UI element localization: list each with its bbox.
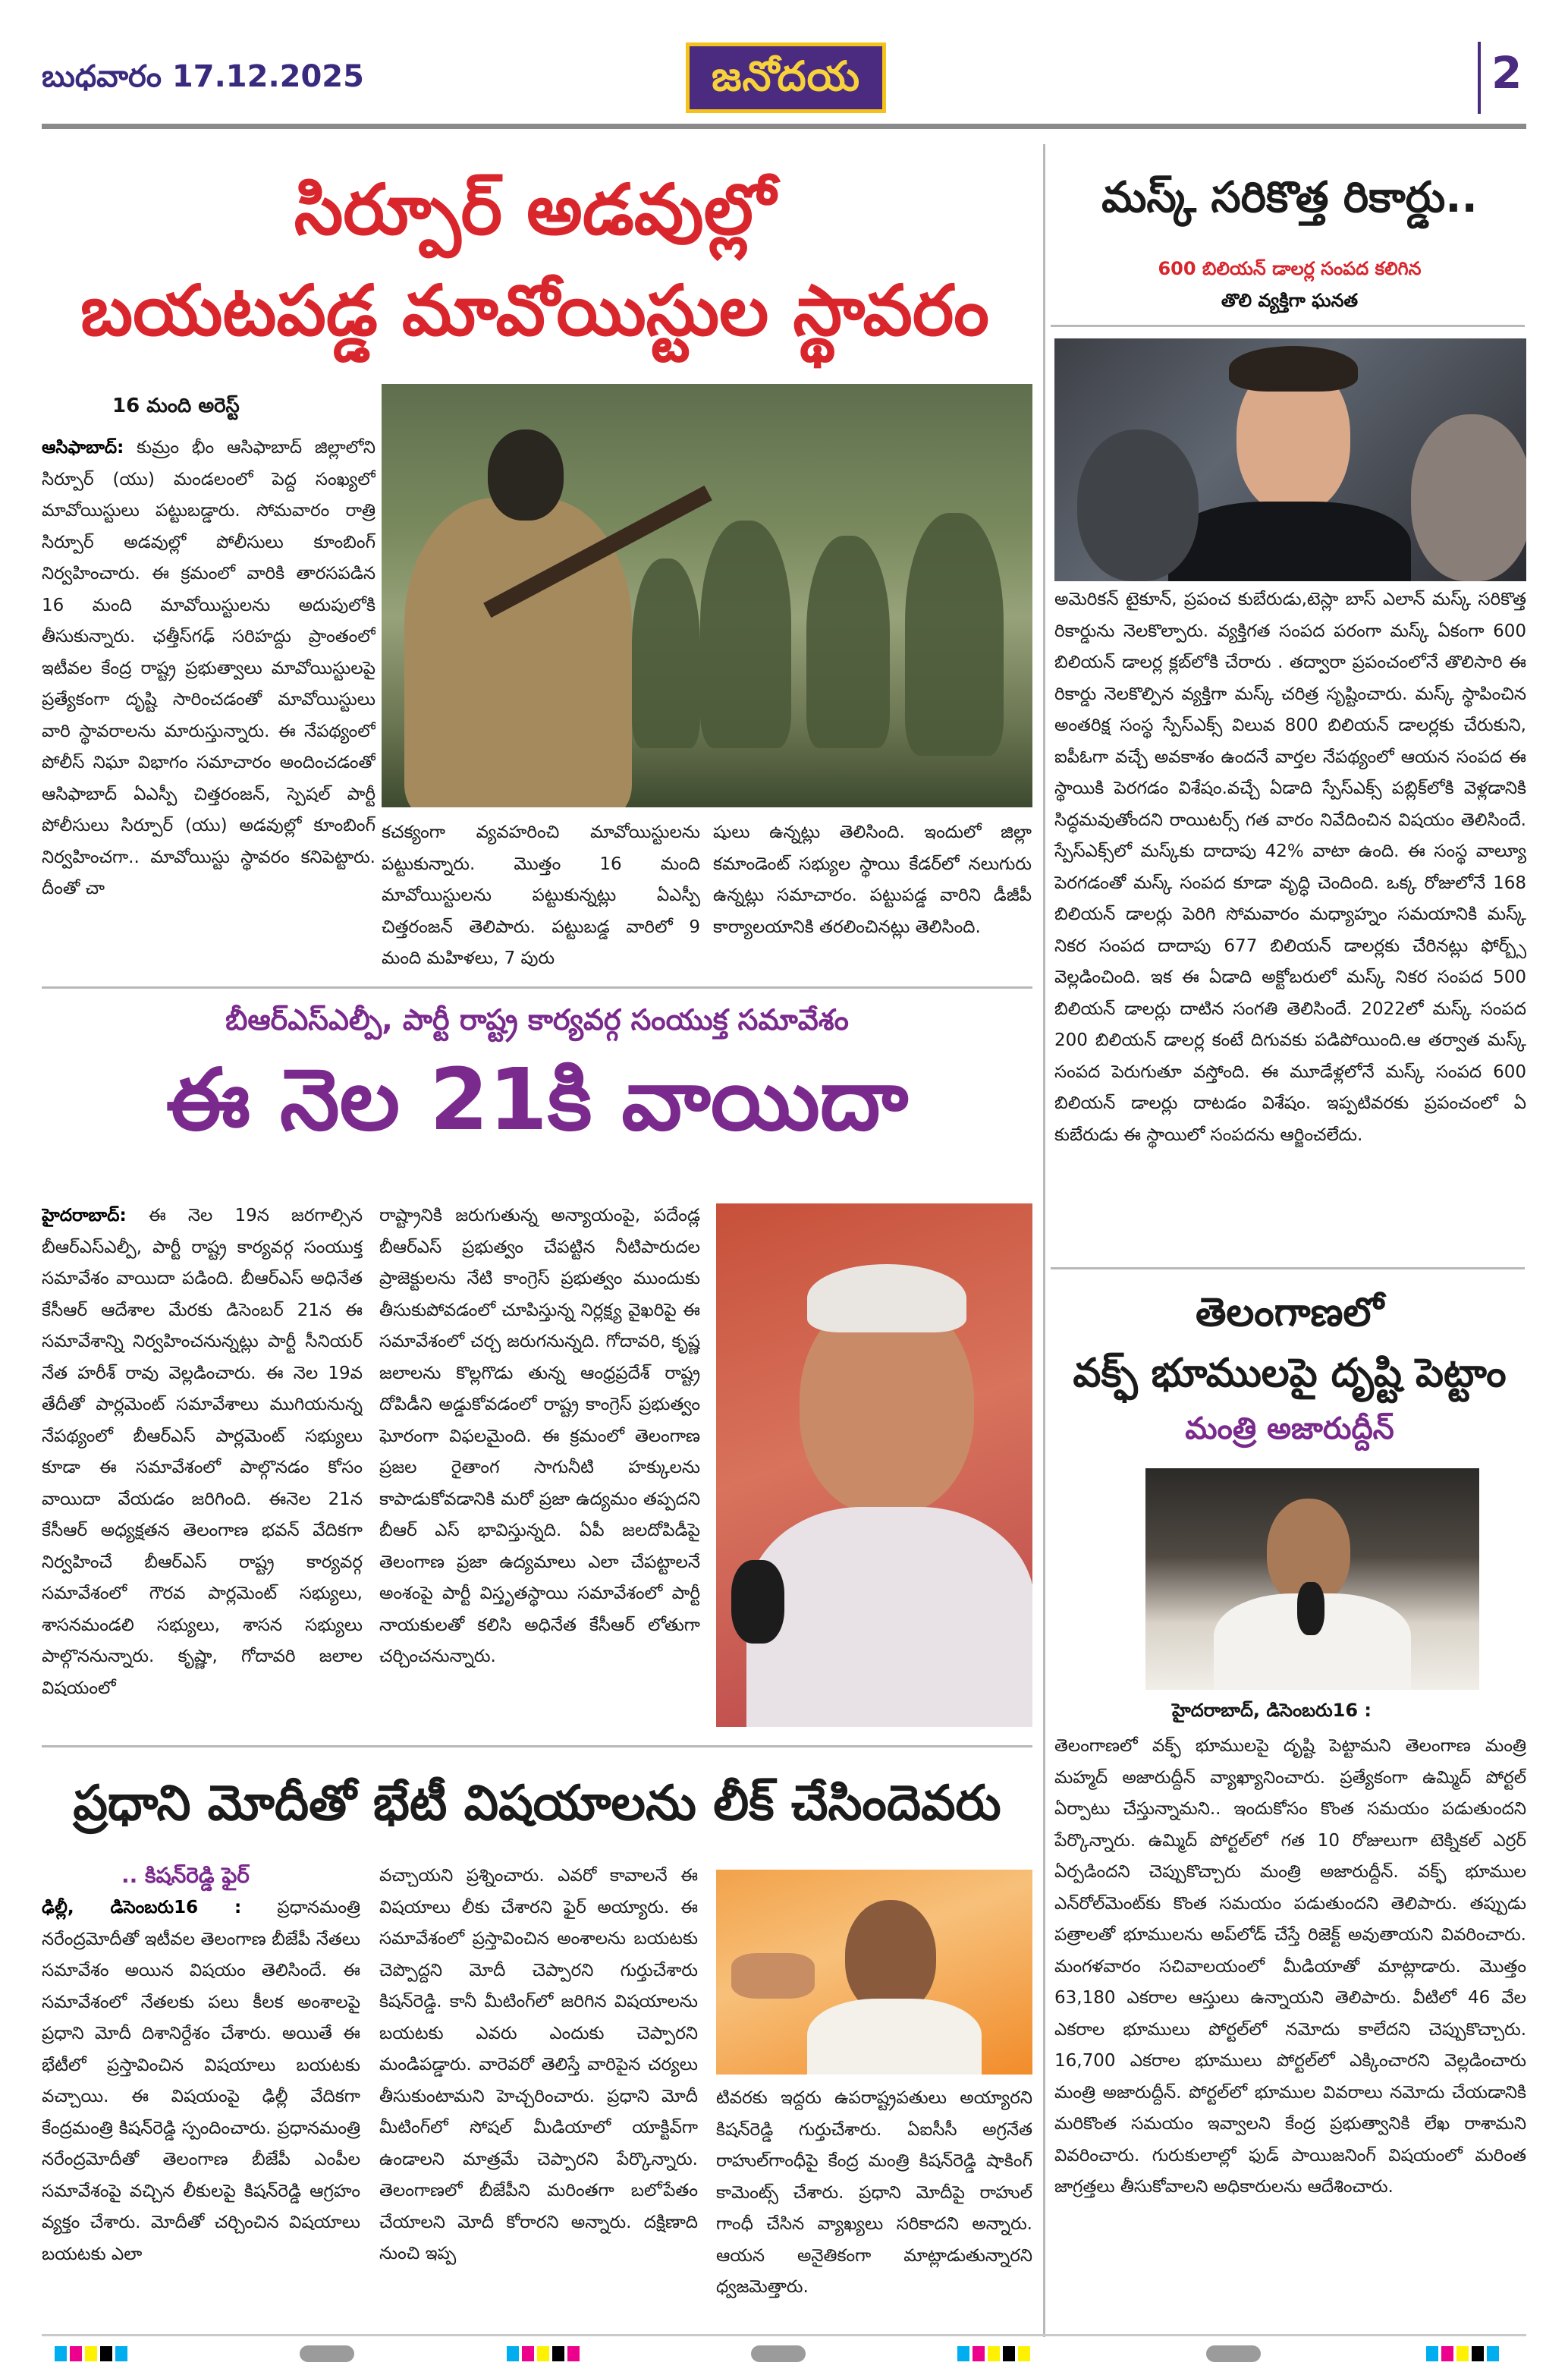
registration-mark	[1441, 2346, 1453, 2361]
sirpur-column-3: షులు ఉన్నట్లు తెలిసింది. ఇందులో జిల్లా కమాండెంట్ సభ్యుల స్థాయి కేడర్‌లో నలుగురు ఉన్నట్లు సమాచారం. పట్టుపడ్డ వారిని డీజీపీ కార్యాలయానికి తరలించినట్లు తెలిసింది.	[713, 823, 1032, 937]
azharuddin-photo	[1145, 1468, 1479, 1690]
sirpur-headline-line1: సిర్పూర్ అడవుల్లో	[294, 169, 776, 250]
musk-subhead-1: 600 బిలియన్ డాలర్ల సంపద కలిగిన	[1158, 258, 1422, 279]
sirpur-col1-text: కుమ్రం భీం ఆసిఫాబాద్ జిల్లాలోని సిర్పూర్ (యు) మండలంలో పెద్ద సంఖ్యలో మావోయిస్టులు పట్టుబడ్డారు. సోమవారం రాత్రి సిర్పూర్ అడవుల్లో పోలీసులు కూంబింగ్ నిర్వహించారు. ఈ క్రమంలో వారికి తారసపడిన 16 మంది మావోయిస్టులను అదుపులోకి తీసుకున్నారు. ఛత్తీస్‌గఢ్ సరిహద్దు ప్రాంతంలో ఇటీవల కేంద్ర రాష్ట్ర ప్రభుత్వాలు మావోయిస్టులపై ప్రత్యేకంగా దృష్టి సారించడంతో మావోయిస్టులు వారి స్థావరాలను మారుస్తున్నారు. ఈ నేపథ్యంలో పోలీస్ నిఘా విభాగం సమాచారం అందించడంతో ఆసిఫాబాద్ ఏఎస్పీ చిత్తరంజన్, స్పెషల్ పార్టీ పోలీసులు సిర్పూర్ (యు) అడవుల్లో కూంబింగ్ నిర్వహించగా.. మావోయిస్టు స్థావరం కనిపెట్టారు. దీంతో చా	[42, 438, 376, 898]
registration-mark	[507, 2346, 519, 2361]
musk-subhead-rule	[1051, 325, 1525, 327]
registration-mark	[1003, 2346, 1015, 2361]
masthead-rule	[42, 124, 1526, 129]
modi-headline: ప్రధాని మోదీతో భేటీ విషయాలను లీక్ చేసిందెవరు	[73, 1776, 1001, 1832]
column-divider	[1043, 144, 1045, 2337]
waqf-dateline: హైదరాబాద్, డిసెంబరు16 :	[1172, 1700, 1372, 1721]
registration-mark	[957, 2346, 969, 2361]
registration-pill	[751, 2345, 806, 2362]
registration-mark	[552, 2346, 564, 2361]
registration-mark	[1426, 2346, 1438, 2361]
registration-mark	[1487, 2346, 1499, 2361]
registration-mark	[1472, 2346, 1484, 2361]
sirpur-subhead: 16 మంది అరెస్ట్	[112, 395, 240, 417]
registration-pill	[300, 2345, 354, 2362]
modi-column-3: టివరకు ఇద్దరు ఉపరాష్ట్రపతులు అయ్యారని కిషన్‌రెడ్డి గుర్తుచేశారు. ఏఐసీసీ అగ్రనేత రాహుల్‌గాంధీపై కేంద్ర మంత్రి కిషన్‌రెడ్డి షాకింగ్ కామెంట్స్ చేశారు. ప్రధాని మోదీపై రాహుల్ గాంధీ చేసిన వ్యాఖ్యలు సరికాదని అన్నారు. ఆయన అనైతికంగా మాట్లాడుతున్నారని ధ్వజమెత్తారు.	[716, 2088, 1032, 2297]
registration-mark	[567, 2346, 580, 2361]
waqf-headline-line2: వక్ఫ్ భూములపై దృష్టి పెట్టాం	[1073, 1351, 1507, 1396]
sirpur-dateline: ఆసిఫాబాద్:	[42, 438, 124, 458]
registration-mark	[988, 2346, 1000, 2361]
modi-column-2: వచ్చాయని ప్రశ్నించారు. ఎవరో కావాలనే ఈ విషయాలు లీకు చేశారని ఫైర్ అయ్యారు. ఈ సమావేశంలో ప్రస్తావించిన అంశాలను బయటకు చెప్పొద్దని మోదీ చెప్పారని గుర్తుచేశారు కిషన్‌రెడ్డి. కానీ మీటింగ్‌లో జరిగిన విషయాలను బయటకు ఎవరు ఎందుకు చెప్పారని మండిపడ్డారు. వారెవరో తెలిస్తే వారిపైన చర్యలు తీసుకుంటామని హెచ్చరించారు. ప్రధాని మోదీ మీటింగ్‌లో సోషల్ మీడియాలో యాక్టివ్‌గా ఉండాలని మాత్రమే చెప్పారని పేర్కొన్నారు. తెలంగాణలో బీజేపీని మరింతగా బలోపేతం చేయాలని మోదీ కోరారని అన్నారు. దక్షిణాది నుంచి ఇప్ప	[379, 1866, 698, 2263]
sirpur-column-2: కచక్యంగా వ్యవహరించి మావోయిస్టులను పట్టుకున్నారు. మొత్తం 16 మంది మావోయిస్టులను పట్టుకున్నట్లు ఏఎస్పీ చిత్తరంజన్ తెలిపారు. పట్టుబడ్డ వారిలో 9 మంది మహిళలు, 7 పురు	[382, 823, 700, 968]
modi-col1-text: ప్రధానమంత్రి నరేంద్రమోదీతో ఇటీవల తెలంగాణ బీజేపీ నేతలు సమావేశం అయిన విషయం తెలిసిందే. ఈ సమావేశంలో నేతలకు పలు కీలక అంశాలపై ప్రధాని మోదీ దిశానిర్దేశం చేశారు. అయితే ఈ భేటీలో ప్రస్తావించిన విషయాలు బయటకు వచ్చాయి. ఈ విషయంపై ఢిల్లీ వేదికగా కేంద్రమంత్రి కిషన్‌రెడ్డి స్పందించారు. ప్రధానమంత్రి నరేంద్రమోదీతో తెలంగాణ బీజేపీ ఎంపీల సమావేశంపై వచ్చిన లీకులపై కిషన్‌రెడ్డి ఆగ్రహం వ్యక్తం చేశారు. మోదీతో చర్చించిన విషయాలు బయటకు ఎలా	[42, 1898, 360, 2264]
waqf-byline: మంత్రి అజారుద్దీన్	[1185, 1411, 1394, 1446]
section-divider	[42, 986, 1032, 989]
waqf-body: తెలంగాణలో వక్ఫ్ భూములపై దృష్టి పెట్టామని తెలంగాణ మంత్రి మహ్మద్ అజారుద్దీన్ వ్యాఖ్యానించారు. ప్రత్యేకంగా ఉమ్మిద్ పోర్టల్ ఏర్పాటు చేస్తున్నామని.. ఇందుకోసం కొంత సమయం పడుతుందని పేర్కొన్నారు. ఉమ్మిద్ పోర్టల్‌లో గత 10 రోజులుగా టెక్నికల్ ఎర్రర్ ఏర్పడిందని చెప్పుకొచ్చారు మంత్రి అజారుద్దీన్. వక్ఫ్ భూముల ఎన్‌రోల్‌మెంట్‌కు కొంత సమయం పడుతుందని తెలిపారు. తప్పుడు పత్రాలతో భూములను అప్‌లోడ్ చేస్తే రిజెక్ట్ అవుతాయని వివరించారు. మంగళవారం సచివాలయంలో మీడియాతో మాట్లాడారు. మొత్తం 63,180 ఎకరాల ఆస్తులు ఉన్నాయని తెలిపారు. వీటిలో 46 వేల ఎకరాల భూములు పోర్టల్‌లో నమోదు కాలేదని చెప్పుకొచ్చారు. 16,700 ఎకరాల భూములు పోర్టల్‌లో ఎక్కించారని వెల్లడించారు మంత్రి అజారుద్దీన్. పోర్టల్‌లో భూముల వివరాలు నమోదు చేయడానికి మరికొంత సమయం ఇవ్వాలని కేంద్ర ప్రభుత్వానికి లేఖ రాశామని వివరించారు. గురుకులాల్లో ఫుడ్ పాయిజనింగ్ విషయంలో మరింత జాగ్రత్తలు తీసుకోవాలని అధికారులను ఆదేశించారు.	[1054, 1736, 1526, 2197]
registration-mark	[115, 2346, 127, 2361]
sirpur-headline-line2: బయటపడ్డ మావోయిస్టుల స్థావరం	[80, 270, 989, 351]
brs-column-2: రాష్ట్రానికి జరుగుతున్న అన్యాయంపై, పదేండ్ల బీఆర్ఎస్ ప్రభుత్వం చేపట్టిన నీటిపారుదల ప్రాజెక్టులను నేటి కాంగ్రెస్ ప్రభుత్వం ముందుకు తీసుకుపోవడంలో చూపిస్తున్న నిర్లక్ష్య వైఖరిపై ఈ సమావేశంలో చర్చ జరుగనున్నది. గోదావరి, కృష్ణ జలాలను కొల్లగొడు తున్న ఆంధ్రప్రదేశ్ రాష్ట్ర దోపిడీని అడ్డుకోవడంలో రాష్ట్ర కాంగ్రెస్ ప్రభుత్వం ఘోరంగా విఫలమైంది. ఈ క్రమంలో తెలంగాణ ప్రజల రైతాంగ సాగునీటి హక్కులను కాపాడుకోవడానికి మరో ప్రజా ఉద్యమం తప్పదని బీఆర్ ఎస్ భావిస్తున్నది. ఏపీ జలదోపిడీపై తెలంగాణ ప్రజా ఉద్యమాలు ఎలా చేపట్టాలనే అంశంపై పార్టీ విస్తృతస్థాయి సమావేశంలో పార్టీ నాయకులతో కలిసి అధినేత కేసీఆర్ లోతుగా చర్చించనున్నారు.	[379, 1206, 700, 1666]
modi-byline: .. కిషన్‌రెడ్డి ఫైర్	[121, 1863, 250, 1888]
registration-mark	[973, 2346, 985, 2361]
waqf-headline-line1: తెలంగాణలో	[1195, 1290, 1384, 1335]
brs-headline: ఈ నెల 21కి వాయిదా	[165, 1051, 909, 1150]
registration-pill	[1206, 2345, 1261, 2362]
registration-mark	[1456, 2346, 1469, 2361]
musk-subhead-2: తొలి వ్యక్తిగా ఘనత	[1221, 290, 1359, 311]
registration-mark	[537, 2346, 549, 2361]
brs-dateline: హైదరాబాద్:	[42, 1206, 127, 1225]
brs-column-1	[42, 1200, 363, 1732]
sirpur-forest-photo	[382, 384, 1032, 807]
kishan-reddy-photo	[716, 1870, 1032, 2075]
modi-dateline: ఢిల్లీ, డిసెంబరు16 :	[42, 1898, 242, 1917]
sirpur-column-1	[42, 433, 376, 979]
modi-column-1	[42, 1892, 360, 2333]
section-divider	[42, 1745, 1032, 1747]
musk-headline: మస్క్ సరికొత్త రికార్డు..	[1101, 173, 1478, 222]
issue-date: బుధవారం 17.12.2025	[42, 59, 364, 94]
registration-mark	[100, 2346, 112, 2361]
registration-mark	[55, 2346, 67, 2361]
brs-col1-text: ఈ నెల 19న జరగాల్సిన బీఆర్ఎస్ఎల్పీ, పార్టీ రాష్ట్ర కార్యవర్గ సంయుక్త సమావేశం వాయిదా పడింది. బీఆర్ఎస్ అధినేత కేసీఆర్ ఆదేశాల మేరకు డిసెంబర్ 21న ఈ సమావేశాన్ని నిర్వహించనున్నట్లు పార్టీ సీనియర్ నేత హరీశ్ రావు వెల్లడించారు. ఈ నెల 19వ తేదీతో పార్లమెంట్ సమావేశాలు ముగియనున్న నేపథ్యంలో బీఆర్ఎస్ పార్లమెంట్ సభ్యులు కూడా ఈ సమావేశంలో పాల్గొనడం కోసం వాయిదా వేయడం జరిగింది. ఈనెల 21న కేసీఆర్ అధ్యక్షతన తెలంగాణ భవన్ వేదికగా నిర్వహించే బీఆర్ఎస్ రాష్ట్ర కార్యవర్గ సమావేశంలో గౌరవ పార్లమెంట్ సభ్యులు, శాసనమండలి సభ్యులు, శాసన సభ్యులు పాల్గొననున్నారు. కృష్ణా, గోదావరి జలాల విషయంలో	[42, 1206, 363, 1698]
registration-mark	[70, 2346, 82, 2361]
section-divider	[1051, 1267, 1525, 1269]
musk-photo	[1054, 338, 1526, 581]
musk-body: అమెరికన్ టైకూన్, ప్రపంచ కుబేరుడు,టెస్లా బాస్ ఎలాన్ మస్క్ సరికొత్త రికార్డును నెలకొల్పారు. వ్యక్తిగత సంపద పరంగా మస్క్ ఏకంగా 600 బిలియన్ డాలర్ల క్లబ్‌లోకి చేరారు . తద్వారా ప్రపంచంలోనే తొలిసారి ఈ రికార్డు నెలకొల్పిన వ్యక్తిగా మస్క్ చరిత్ర సృష్టించారు. మస్క్ స్థాపించిన అంతరిక్ష సంస్థ స్పేస్‌ఎక్స్ విలువ 800 బిలియన్ డాలర్లకు చేరుకుని, ఐపీఓగా వచ్చే అవకాశం ఉందనే వార్తల నేపథ్యంలో ఆయన సంపద ఈ స్థాయికి పెరగడం విశేషం.వచ్చే ఏడాది స్పేస్‌ఎక్స్ పబ్లిక్‌లోకి వెళ్లడానికి సిద్ధమవుతోందని రాయిటర్స్ గత వారం నివేదించిన విషయం తెలిసిందే. స్పేస్‌ఎక్స్‌లో మస్క్‌కు దాదాపు 42% వాటా ఉంది. ఈ సంస్థ వాల్యూ పెరగడంతో మస్క్ సంపద కూడా వృద్ధి చెందింది. ఒక్క రోజులోనే 168 బిలియన్ డాలర్లు పెరిగి సోమవారం మధ్యాహ్నం సమయానికి మస్క్ నికర సంపద దాదాపు 677 బిలియన్ డాలర్లకు చేరినట్లు ఫోర్బ్స్ వెల్లడించింది. ఇక ఈ ఏడాది అక్టోబరులో మస్క్ నికర సంపద 500 బిలియన్ డాలర్లు దాటిన సంగతి తెలిసిందే. 2022లో మస్క్ సంపద 200 బిలియన్ డాలర్ల కంటే దిగువకు పడిపోయింది.ఆ తర్వాత మస్క్ సంపద పెరుగుతూ వస్తోంది. ఈ మూడేళ్లలోనే మస్క్ సంపద 600 బిలియన్ డాలర్లు దాటడం విశేషం. ఇప్పటివరకు ప్రపంచంలో ఏ కుబేరుడు ఈ స్థాయిలో సంపదను ఆర్జించలేదు.	[1054, 590, 1526, 1145]
page-number-divider	[1478, 42, 1481, 114]
newspaper-logo: జనోదయ	[686, 42, 886, 113]
registration-mark	[1018, 2346, 1030, 2361]
registration-mark	[85, 2346, 97, 2361]
kcr-photo	[716, 1203, 1032, 1727]
brs-kicker: బీఆర్ఎస్ఎల్పీ, పార్టీ రాష్ట్ర కార్యవర్గ సంయుక్త సమావేశం	[225, 1003, 849, 1037]
page-number: 2	[1491, 47, 1522, 99]
footer-rule	[42, 2334, 1526, 2336]
registration-mark	[522, 2346, 534, 2361]
